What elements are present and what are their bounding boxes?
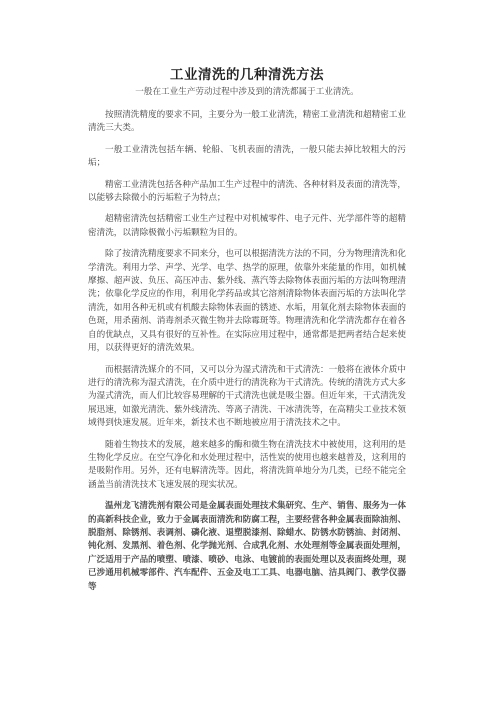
paragraph-physical-chemical: 除了按清洗精度要求不同来分，也可以根据清洗方法的不同，分为物理清洗和化学清洗。利用力学、声学、光学、电学、热学的原理，依靠外来能量的作用，如机械摩擦、超声波、负压、高压冲击、紫外线、蒸汽等去除物体表面污垢的方法叫物理清洗；依靠化学反应的作用，利用化学药品或其它溶剂清除物体表面污垢的方法叫化学清洗，如用各种无机或有机酸去除物体表面的锈迹、水垢，用氧化剂去除物体表面的色斑，用杀菌剂、消毒剂杀灭微生物并去除霉斑等。物理清洗和化学清洗都存在着各自的优缺点，又具有很好的互补性。在实际应用过程中，通常都是把两者结合起来使用，以获得更好的清洗效果。	[88, 249, 406, 354]
paragraph-company-intro: 温州龙飞清洗剂有限公司是金属表面处理技术集研究、生产、销售、服务为一体的高新科技企业，致力于金属表面清洗和防腐工程，主要经营各种金属表面除油剂、脱脂剂、除锈剂、表调剂、磷化液、退塑脱漆剂、除蜡水、防锈水防锈油、封闭剂、钝化剂、发黑剂、着色剂、化学抛光剂、合成乳化剂、水处理剂等金属表面处理剂，广泛适用于产品的喷塑、喷漆、喷砂、电泳、电镀前的表面处理以及表面终处理，现已涉通用机械零部件、汽车配件、五金及电工工具、电器电脑、洁具阀门、教学仪器等	[88, 501, 406, 592]
paragraph-precision-cleaning: 精密工业清洗包括各种产品加工生产过程中的清洗、各种材料及表面的清洗等，以能够去除微小的污垢粒子为特点；	[88, 179, 406, 204]
page-title: 工业清洗的几种清洗方法	[170, 67, 324, 83]
paragraph-general-cleaning: 一般工业清洗包括车辆、轮船、飞机表面的清洗，一般只能去掉比较粗大的污垢；	[88, 144, 406, 169]
paragraph-ultra-precision-cleaning: 超精密清洗包括精密工业生产过程中对机械零件、电子元件、光学部件等的超精密清洗，以清除极微小污垢颗粒为目的。	[88, 214, 406, 238]
paragraph-biotech: 随着生物技术的发展，越来越多的酶和微生物在清洗技术中被使用，这利用的是生物化学反应。在空气净化和水处理过程中，活性炭的使用也越来越普及，这利用的是吸附作用。另外，还有电解清洗等。因此，将清洗简单地分为几类，已经不能完全涵盖当前清洗技术飞速发展的现实状况。	[88, 439, 406, 490]
paragraph-precision-categories: 按照清洗精度的要求不同，主要分为一般工业清洗，精密工业清洗和超精密工业清洗三大类。	[88, 110, 406, 134]
document-page	[88, 0, 406, 594]
page-subtitle: 一般在工业生产劳动过程中涉及到的清洗都属于工业清洗。	[135, 87, 359, 97]
paragraph-wet-dry: 而根据清洗媒介的不同，又可以分为湿式清洗和干式清洗：一般将在液体介质中进行的清洗称为湿式清洗，在介质中进行的清洗称为干式清洗。传统的清洗方式大多为湿式清洗，而人们比较容易理解的干式清洗也就是吸尘器。但近年来，干式清洗发展迅速，如激光清洗、紫外线清洗、等离子清洗、干冰清洗等，在高精尖工业技术领域得到快速发展。近年来，新技术也不断地被应用于清洗技术之中。	[88, 364, 406, 429]
